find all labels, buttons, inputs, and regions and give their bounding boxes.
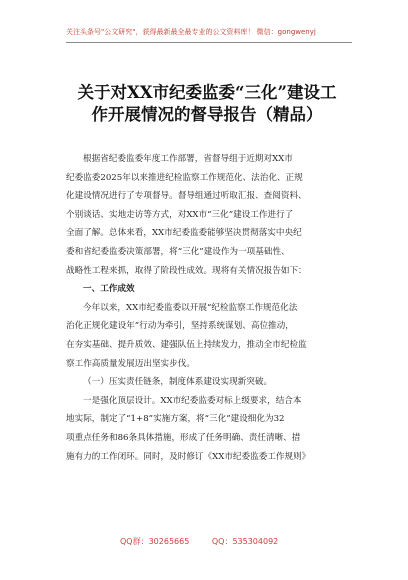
paragraph-line: 根据省纪委监委年度工作部署，省督导组于近期对XX市 — [83, 154, 293, 164]
paragraph-line: 治化正规化建设年”行动为牵引，坚持系统谋划、高位推动， — [66, 321, 294, 332]
paragraph-line: 全面了解。总体来看，XX市纪委监委能够坚决贯彻落实中央纪 — [66, 228, 302, 239]
paragraph-line: 一是强化顶层设计。XX市纪委监委对标上级要求，结合本 — [83, 395, 302, 406]
paragraph-line: 施有力的工作闭环。同时，及时修订《XX市纪委监委工作规则》 — [66, 451, 311, 462]
title-line-2: 作开展情况的督导报告（精品） — [91, 105, 323, 124]
title-line-1: 关于对XX市纪委监委“三化”建设工 — [77, 83, 337, 102]
subsection-heading: （一）压实责任链条，制度体系建设实现新突破。 — [83, 377, 273, 388]
header-divider — [66, 42, 352, 43]
paragraph-line: 地实际，制定了“1+8”实施方案，将“三化”建设细化为32 — [66, 414, 285, 425]
paragraph-line: 察工作高质量发展迈出坚实步伐。 — [66, 358, 195, 369]
paragraph-line: 纪委监委2025年以来推进纪检监察工作规范化、法治化、正规 — [66, 172, 303, 183]
footer-contact — [120, 536, 320, 550]
paragraph-line: 化建设情况进行了专项督导。督导组通过听取汇报、查阅资料、 — [66, 191, 307, 202]
footer-qq-group: QQ群：30265665 — [120, 537, 190, 546]
footer-qq: QQ：535304092 — [211, 537, 279, 546]
paragraph-line: 委和省纪委监委决策部署，将“三化”建设作为一项基础性、 — [66, 246, 290, 257]
paragraph-line: 今年以来，XX市纪委监委以开展“纪检监察工作规范化法 — [83, 302, 298, 313]
header-banner: 关注头条号"公文研究"，获得最新最全最专业的公文资料库！ 微信：gongwenyj — [66, 28, 316, 36]
paragraph-line: 战略性工程来抓，取得了阶段性成效。现将有关情况报告如下： — [66, 265, 307, 276]
paragraph-line: 在夯实基础、提升质效、建强队伍上持续发力，推动全市纪检监 — [66, 339, 307, 350]
section-heading: 一、工作成效 — [83, 284, 135, 295]
document-title — [62, 82, 352, 126]
paragraph-line: 个别谈话、实地走访等方式，对XX市“三化”建设工作进行了 — [66, 209, 294, 220]
paragraph-line: 项重点任务和86条具体措施，形成了任务明确、责任清晰、措 — [66, 432, 301, 443]
document-body — [66, 150, 356, 466]
